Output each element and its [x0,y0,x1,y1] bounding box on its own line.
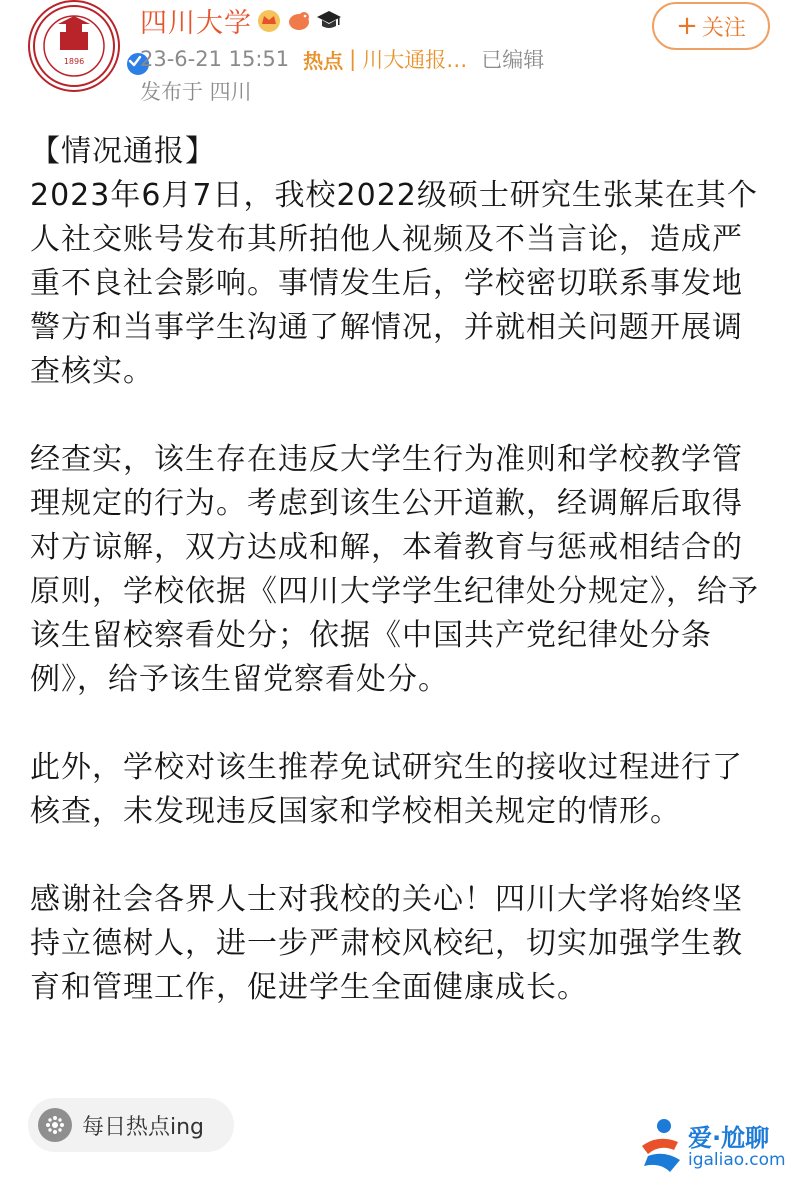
crown-badge-icon [256,7,282,33]
post-paragraph: 【情况通报】 2023年6月7日，我校2022级硕士研究生张某在其个人社交账号发布其所拍他人视频及不当言论，造成严重不良社会影响。事情发生后，学校密切联系事发地警方和当事学生沟通了解情况，并就相关问题开展调查核实。 [30,134,758,389]
bird-badge-icon [286,7,312,33]
post-timestamp: 23-6-21 15:51 [140,47,290,71]
username-row [140,0,342,40]
avatar[interactable] [28,0,120,92]
watermark [634,1116,794,1180]
watermark-domain: igaliao.com [688,1150,786,1170]
post-paragraph: 经查实，该生存在违反大学生行为准则和学校教学管理规定的行为。考虑到该生公开道歉，经调解后取得对方谅解，双方达成和解，本着教育与惩戒相结合的原则，学校依据《四川大学学生纪律处分规定》，给予该生留校察看处分；依据《中国共产党纪律处分条例》，给予该生留党察看处分。 [30,442,759,697]
watermark-brand: 爱·尬聊 [688,1124,770,1152]
watermark-logo-icon [634,1116,690,1176]
university-seal-icon [30,2,122,94]
post-meta [140,42,544,76]
topic-chip[interactable] [28,1098,234,1152]
post-paragraph: 此外，学校对该生推荐免试研究生的接收过程进行了核查，未发现违反国家和学校相关规定的情形。 [30,750,743,829]
account-name[interactable]: 四川大学 [140,7,252,39]
topic-chip-label: 每日热点ing [82,1114,205,1140]
hot-label[interactable]: 热点 [303,48,344,73]
seal-year: 1896 [63,57,85,66]
plus-icon: + [676,11,698,41]
graduation-cap-icon [316,7,342,33]
post-body [30,130,770,1010]
hot-topic-icon [38,1108,72,1142]
post-paragraph: 感谢社会各界人士对我校的关心！四川大学将始终坚持立德树人，进一步严肃校风校纪，切实加强学生教育和管理工作，促进学生全面健康成长。 [30,882,743,1005]
edited-label[interactable]: 已编辑 [481,48,545,72]
topic-link[interactable]: 川大通报… [362,48,468,72]
follow-button-label: 关注 [701,15,746,41]
post-header [0,0,800,120]
follow-button[interactable] [652,2,770,50]
post-location: 发布于 四川 [140,80,252,104]
meta-divider: | [349,47,357,71]
